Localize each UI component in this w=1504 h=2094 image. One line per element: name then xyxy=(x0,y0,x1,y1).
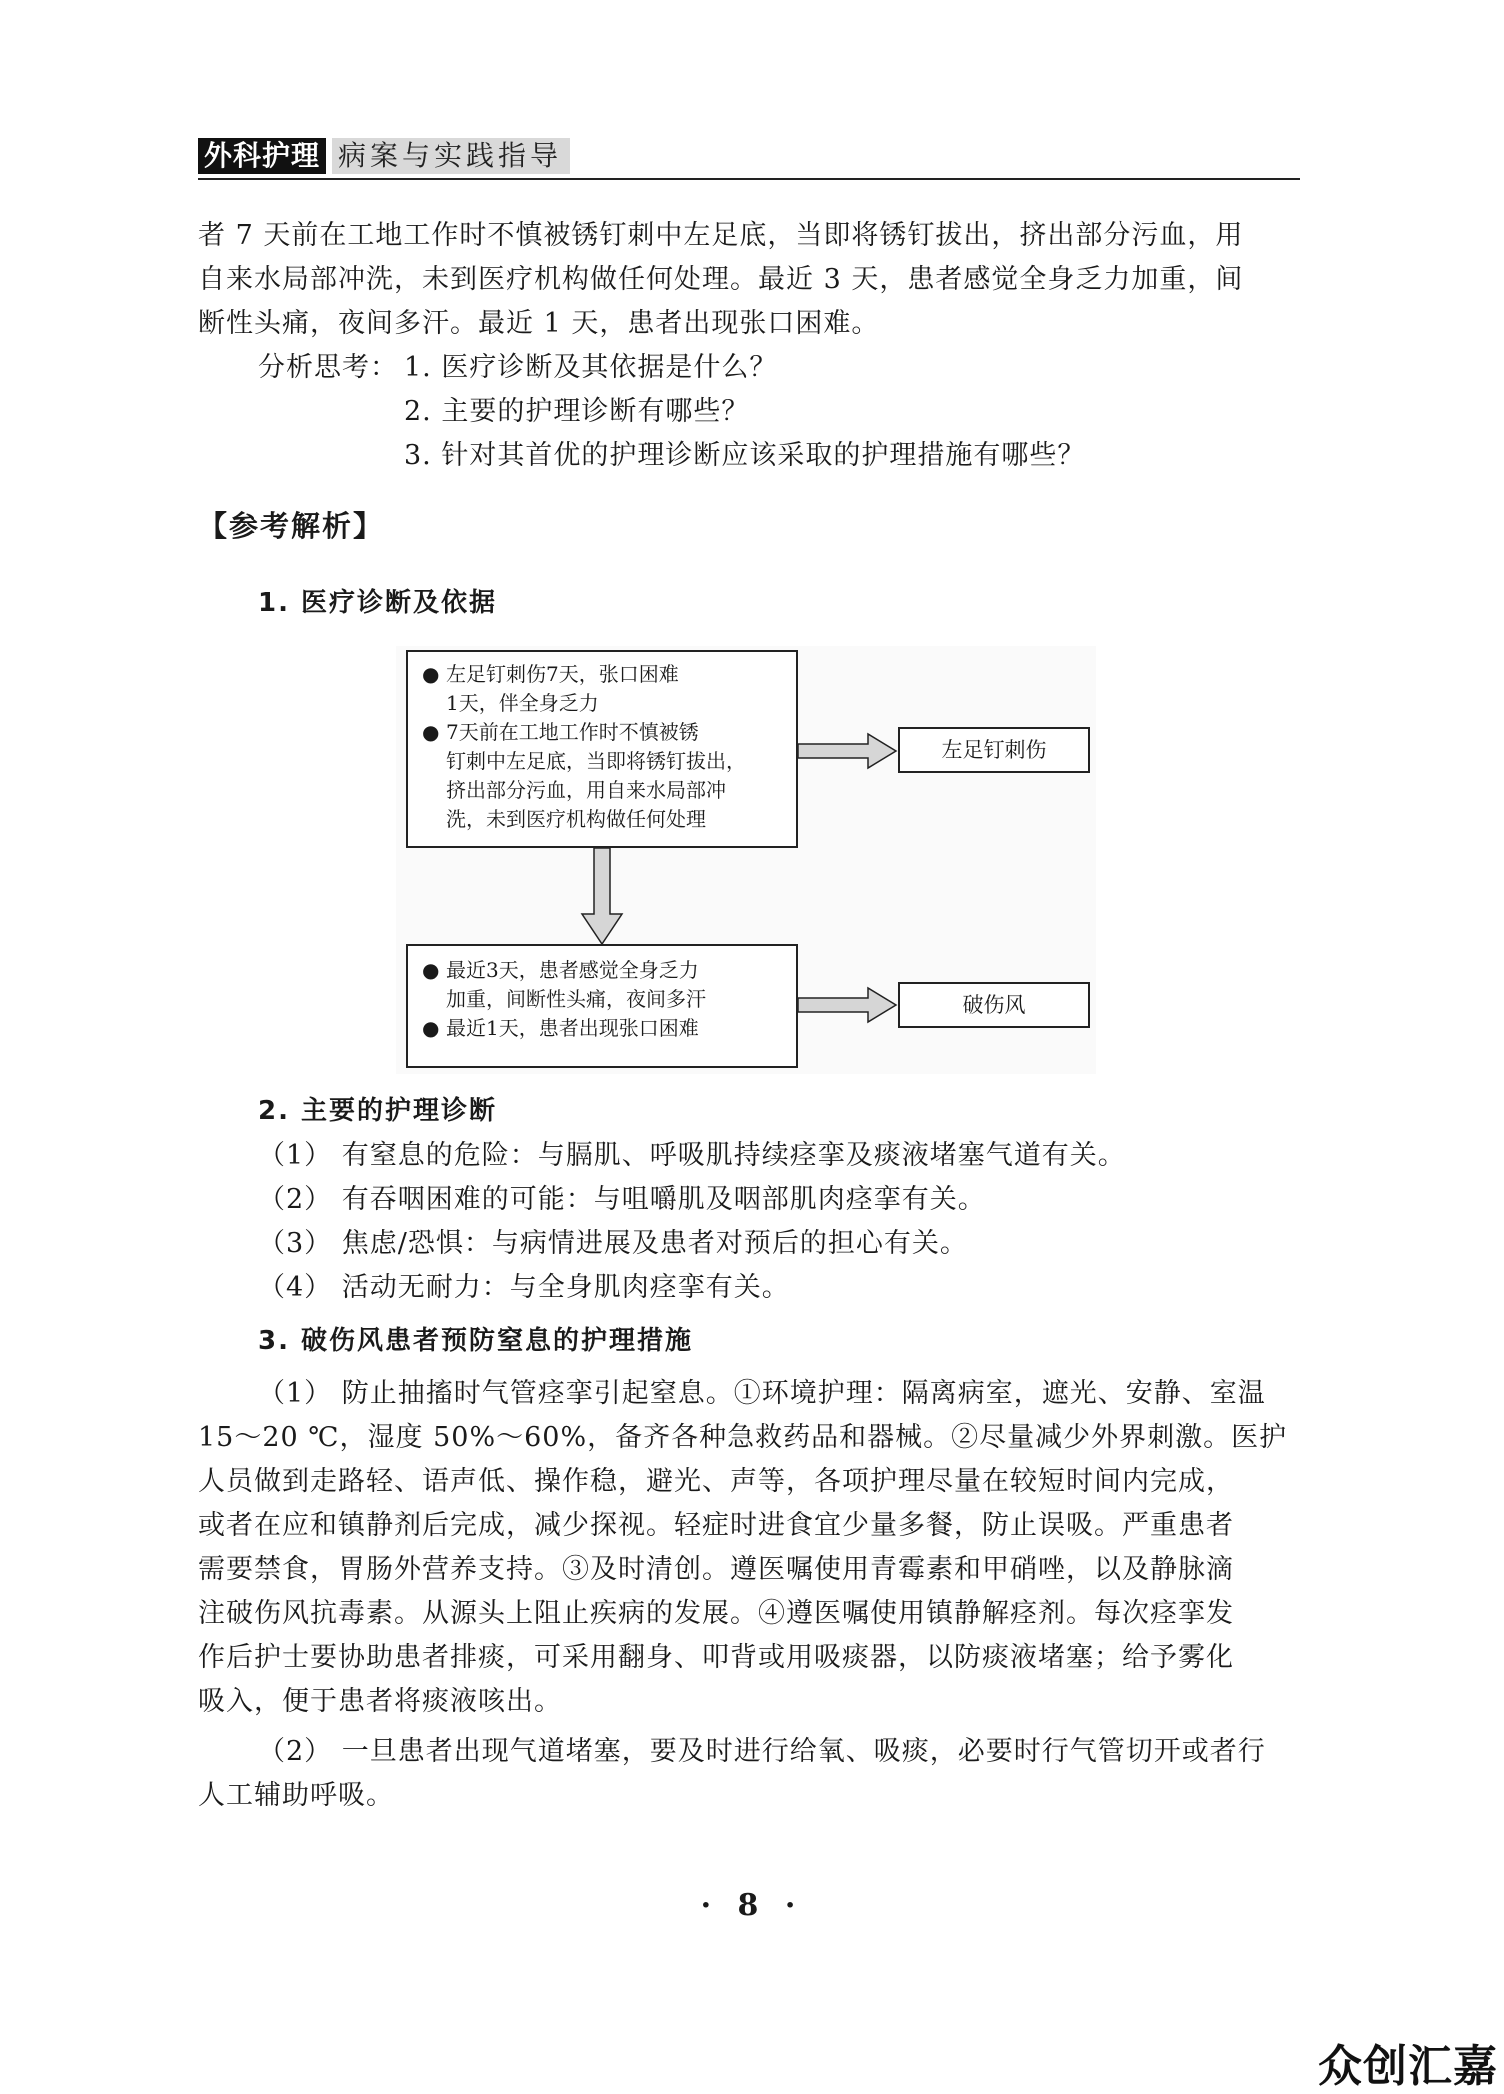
reference-title: 【参考解析】 xyxy=(198,509,385,543)
intro-line-1: 者 7 天前在工地工作时不慎被锈钉刺中左足底，当即将锈钉拔出，挤出部分污血，用 xyxy=(198,220,1244,251)
nursing-diagnosis-4: （4） 活动无耐力：与全身肌肉痉挛有关。 xyxy=(258,1272,790,1303)
header-title-strong: 外科护理 xyxy=(198,138,326,174)
flowchart-evidence-item: ● 最近3天，患者感觉全身乏力 加重，间断性头痛，夜间多汗 xyxy=(422,958,706,1011)
measure1-line: 15～20 ℃，湿度 50%～60%，备齐各种急救药品和器械。②尽量减少外界刺激。医护 xyxy=(198,1422,1288,1453)
questions-label: 分析思考： xyxy=(258,352,398,383)
measure1-line: 或者在应和镇静剂后完成，减少探视。轻症时进食宜少量多餐，防止误吸。严重患者 xyxy=(198,1510,1234,1541)
bullet-icon: ● xyxy=(422,1016,440,1040)
measure1-line: 人员做到走路轻、语声低、操作稳，避光、声等，各项护理尽量在较短时间内完成， xyxy=(198,1466,1234,1497)
measure1-line: （1） 防止抽搐时气管痉挛引起窒息。①环境护理：隔离病室，遮光、安静、室温 xyxy=(258,1378,1266,1409)
measure1-line: 吸入，便于患者将痰液咳出。 xyxy=(198,1686,562,1717)
section2-title: 2. 主要的护理诊断 xyxy=(258,1096,498,1126)
section3-title: 3. 破伤风患者预防窒息的护理措施 xyxy=(258,1326,694,1356)
flowchart-result-1: 左足钉刺伤 xyxy=(898,727,1090,773)
measure1-line: 注破伤风抗毒素。从源头上阻止疾病的发展。④遵医嘱使用镇静解痉剂。每次痉挛发 xyxy=(198,1598,1234,1629)
measure2-line: （2） 一旦患者出现气道堵塞，要及时进行给氧、吸痰，必要时行气管切开或者行 xyxy=(258,1736,1266,1767)
question-1: 1. 医疗诊断及其依据是什么？ xyxy=(404,352,778,383)
intro-line-3: 断性头痛，夜间多汗。最近 1 天，患者出现张口困难。 xyxy=(198,308,880,339)
arrow-right-icon xyxy=(798,988,896,1022)
nursing-diagnosis-3: （3） 焦虑/恐惧：与病情进展及患者对预后的担心有关。 xyxy=(258,1228,968,1259)
nursing-diagnosis-1: （1） 有窒息的危险：与膈肌、呼吸肌持续痉挛及痰液堵塞气道有关。 xyxy=(258,1140,1126,1171)
page-number: · 8 · xyxy=(700,1888,804,1923)
measure1-line: 作后护士要协助患者排痰，可采用翻身、叩背或用吸痰器，以防痰液堵塞；给予雾化 xyxy=(198,1642,1234,1673)
watermark-logo: 众创汇嘉 xyxy=(1318,2041,1498,2092)
bullet-icon: ● xyxy=(422,720,440,744)
section1-title: 1. 医疗诊断及依据 xyxy=(258,588,498,618)
nursing-diagnosis-2: （2） 有吞咽困难的可能：与咀嚼肌及咽部肌肉痉挛有关。 xyxy=(258,1184,986,1215)
bullet-icon: ● xyxy=(422,662,440,686)
intro-line-2: 自来水局部冲洗，未到医疗机构做任何处理。最近 3 天，患者感觉全身乏力加重，间 xyxy=(198,264,1244,295)
arrow-right-icon xyxy=(798,734,896,768)
bullet-icon: ● xyxy=(422,958,440,982)
header-title-rest: 病案与实践指导 xyxy=(332,138,570,174)
question-2: 2. 主要的护理诊断有哪些？ xyxy=(404,396,750,427)
flowchart-evidence-item: ● 7天前在工地工作时不慎被锈 钉刺中左足底，当即将锈钉拔出， 挤出部分污血，用自来水局部冲 洗，未到医疗机构做任何处理 xyxy=(422,720,746,831)
question-3: 3. 针对其首优的护理诊断应该采取的护理措施有哪些？ xyxy=(404,440,1086,471)
flowchart-result-2: 破伤风 xyxy=(898,982,1090,1028)
measure2-line: 人工辅助呼吸。 xyxy=(198,1780,394,1811)
flowchart-evidence-item: ● 左足钉刺伤7天，张口困难 1天，伴全身乏力 xyxy=(422,662,679,715)
arrow-down-icon xyxy=(582,848,622,944)
flowchart-evidence-item: ● 最近1天，患者出现张口困难 xyxy=(422,1014,790,1043)
measure1-line: 需要禁食，胃肠外营养支持。③及时清创。遵医嘱使用青霉素和甲硝唑，以及静脉滴 xyxy=(198,1554,1234,1585)
